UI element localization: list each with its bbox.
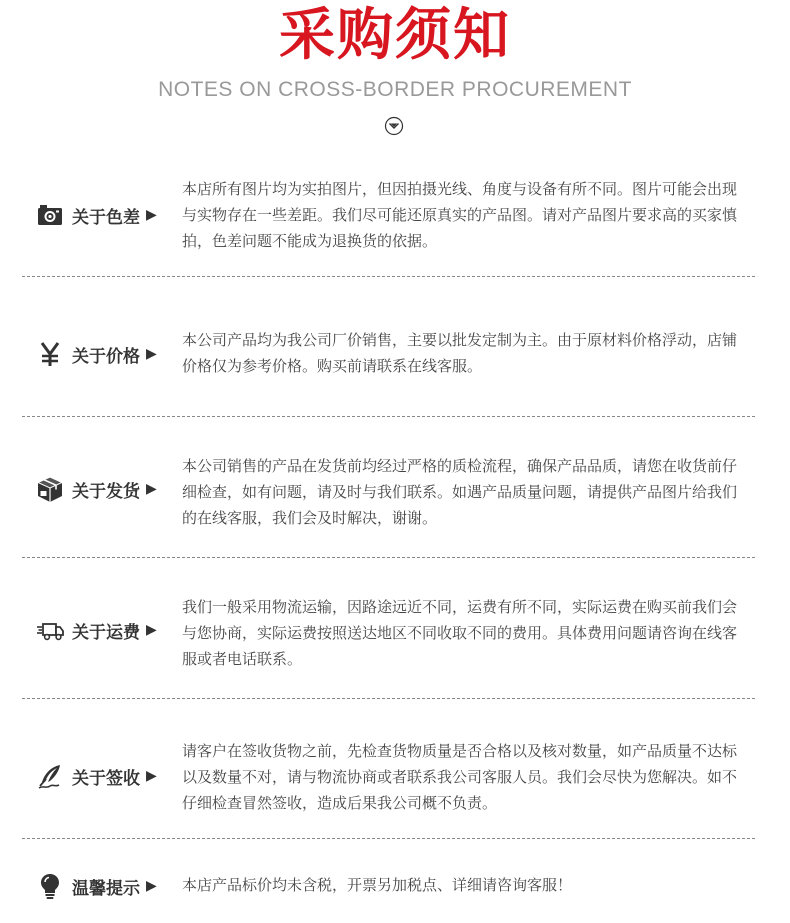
page-header xyxy=(0,0,790,150)
truck-icon xyxy=(36,616,64,644)
scroll-down-icon[interactable] xyxy=(384,116,404,136)
section-title: 关于价格 xyxy=(72,346,140,367)
section-color-difference xyxy=(22,176,755,266)
arrow-right-icon: ▶ xyxy=(146,768,157,784)
arrow-right-icon: ▶ xyxy=(146,481,157,497)
section-description: 我们一般采用物流运输，因路途远近不同，运费有所不同，实际运费在购买前我们会与您协商，实际运费按照送达地区不同收取不同的费用。具体费用问题请咨询在线客服或者电话联系。 xyxy=(182,598,738,668)
yen-icon xyxy=(36,340,64,368)
lightbulb-icon xyxy=(36,872,64,900)
section-description: 本公司销售的产品在发货前均经过严格的质检流程，确保产品品质，请您在收货前仔细检查，如有问题，请及时与我们联系。如遇产品质量问题，请提供产品图片给我们的在线客服，我们会及时解决，谢谢。 xyxy=(182,457,738,527)
section-description: 本公司产品均为我公司厂价销售，主要以批发定制为主。由于原材料价格浮动，店铺价格仅为参考价格。购买前请联系在线客服。 xyxy=(182,331,738,375)
page-title: 采购须知 xyxy=(279,3,511,68)
section-description: 本店产品标价均未含税，开票另加税点、详细请咨询客服！ xyxy=(182,876,573,894)
divider xyxy=(22,276,755,277)
section-warm-tips xyxy=(22,872,755,902)
section-description: 请客户在签收货物之前，先检查货物质量是否合格以及核对数量，如产品质量不达标以及数量不对，请与物流协商或者联系我公司客服人员。我们会尽快为您解决。如不仔细检查冒然签收，造成后果我公司概不负责。 xyxy=(182,742,738,812)
divider xyxy=(22,416,755,417)
arrow-right-icon: ▶ xyxy=(146,207,157,223)
divider xyxy=(22,557,755,558)
section-title: 关于发货 xyxy=(72,481,140,502)
arrow-right-icon: ▶ xyxy=(146,346,157,362)
section-label xyxy=(36,474,157,504)
section-price xyxy=(22,327,755,387)
section-label xyxy=(36,761,157,791)
package-icon xyxy=(36,475,64,503)
section-label xyxy=(36,200,157,230)
divider xyxy=(22,698,755,699)
section-title: 关于运费 xyxy=(72,622,140,643)
feather-pen-icon xyxy=(36,762,64,790)
arrow-right-icon: ▶ xyxy=(146,878,157,894)
section-label xyxy=(36,871,157,901)
section-title: 关于色差 xyxy=(72,207,140,228)
section-label xyxy=(36,615,157,645)
section-label xyxy=(36,339,157,369)
divider xyxy=(22,838,755,839)
section-description: 本店所有图片均为实拍图片，但因拍摄光线、角度与设备有所不同。图片可能会出现与实物存在一些差距。我们尽可能还原真实的产品图。请对产品图片要求高的买家慎拍，色差问题不能成为退换货的依据。 xyxy=(182,180,738,250)
section-shipping xyxy=(22,453,755,543)
page-subtitle: NOTES ON CROSS-BORDER PROCUREMENT xyxy=(158,78,632,101)
arrow-right-icon: ▶ xyxy=(146,622,157,638)
section-title: 温馨提示 xyxy=(72,878,140,899)
section-title: 关于签收 xyxy=(72,768,140,789)
section-sign-for xyxy=(22,738,755,828)
camera-icon xyxy=(36,201,64,229)
section-freight xyxy=(22,594,755,684)
